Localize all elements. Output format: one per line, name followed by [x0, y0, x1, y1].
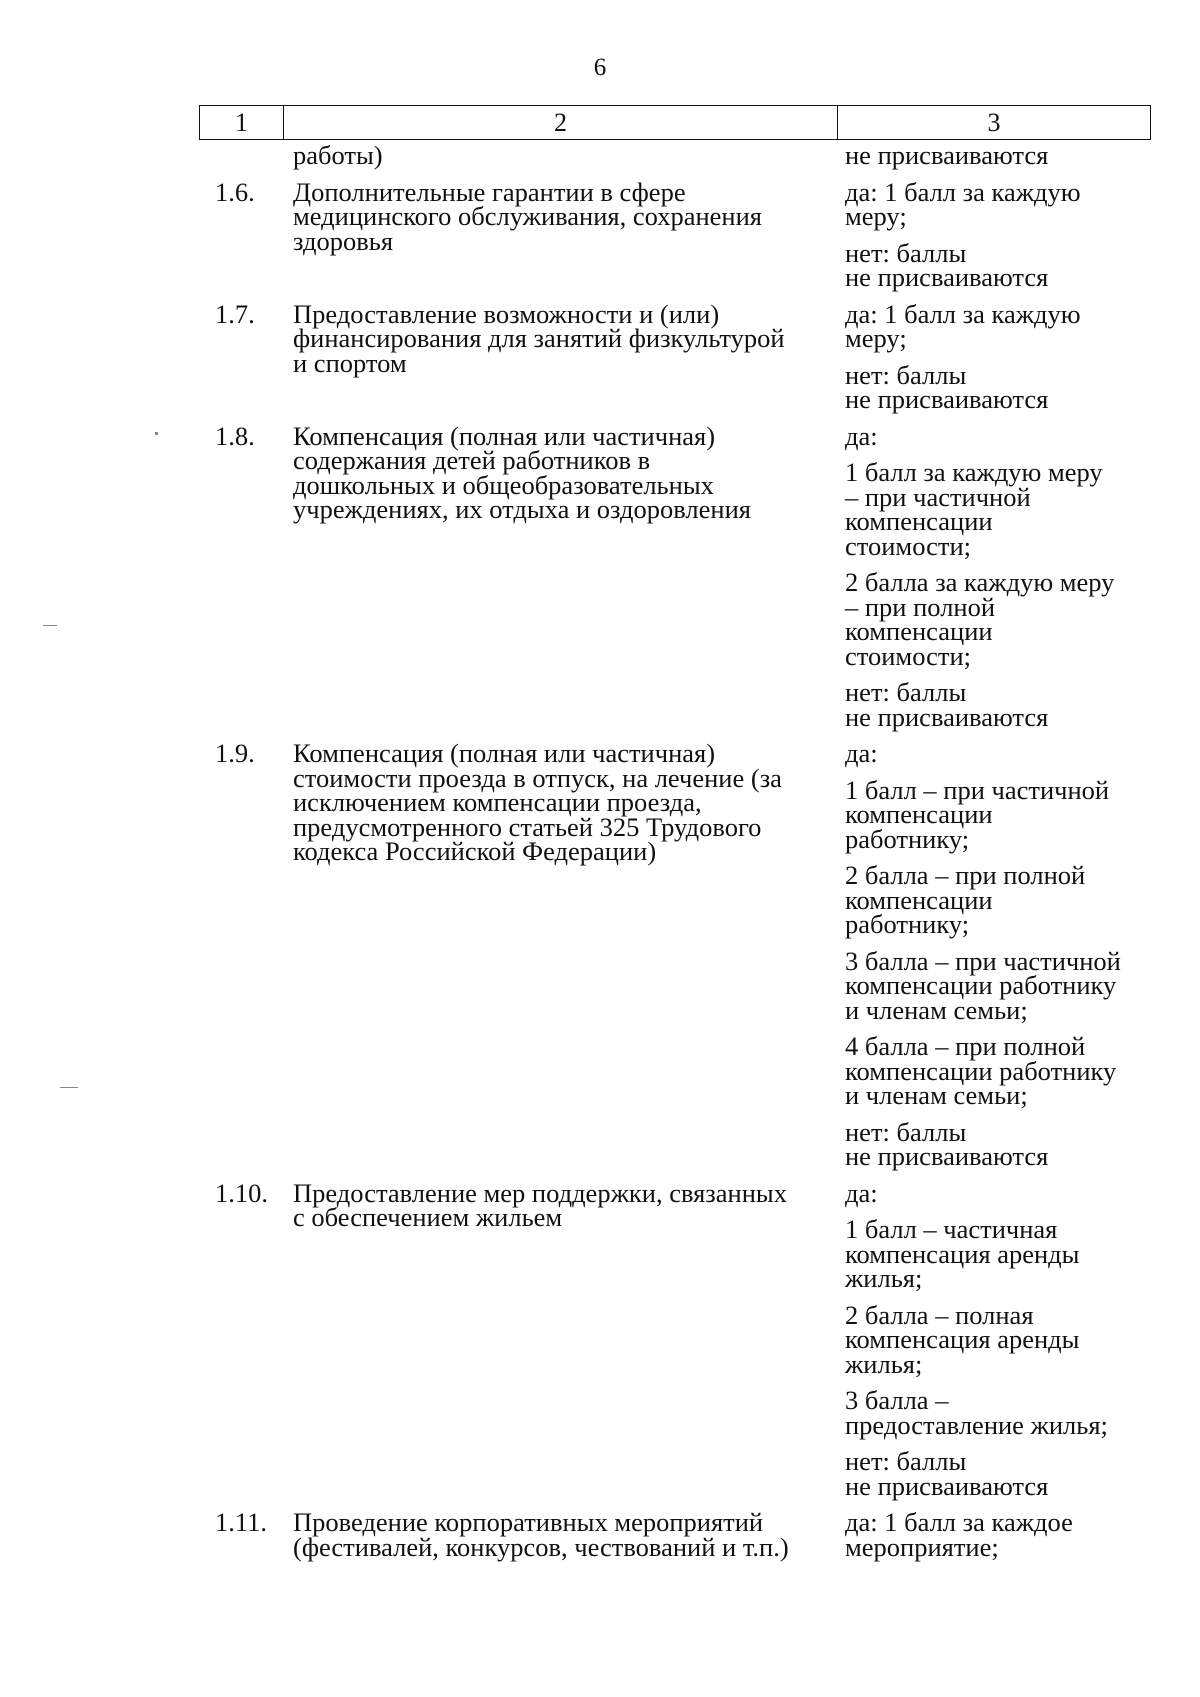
score-paragraph — [845, 738, 1145, 768]
criterion-line: содержания детей работников в — [293, 445, 651, 475]
table-row-continuation — [199, 140, 1159, 170]
score-paragraph — [845, 677, 1145, 732]
score-line: не присваиваются — [845, 140, 1049, 170]
row-score — [845, 140, 1145, 170]
score-line: нет: баллы — [845, 677, 967, 707]
criterion-line: работы) — [293, 140, 383, 170]
score-line: 2 балла – полная — [845, 1299, 1034, 1330]
score-paragraph — [845, 1446, 1145, 1501]
row-criterion — [293, 1177, 845, 1232]
score-line: и членам семьи; — [845, 1080, 1028, 1110]
score-line: не присваиваются — [845, 1470, 1049, 1501]
row-score — [845, 176, 1145, 292]
row-score — [845, 738, 1145, 1171]
scan-mark — [43, 625, 57, 626]
row-criterion — [293, 420, 845, 524]
score-paragraph — [845, 176, 1145, 231]
criterion-line: Предоставление мер поддержки, связанных — [293, 1177, 787, 1208]
score-line: компенсация аренды — [845, 1238, 1080, 1269]
criterion-line: Дополнительные гарантии в сфере — [293, 176, 686, 207]
row-number: 1.6. — [215, 176, 255, 207]
score-line: не присваиваются — [845, 262, 1049, 292]
score-paragraph — [845, 774, 1145, 854]
score-line: и членам семьи; — [845, 994, 1028, 1025]
scan-mark — [60, 1087, 78, 1088]
score-line: 2 балла – при полной — [845, 860, 1086, 890]
criterion-line: исключением компенсации проезда, — [293, 787, 702, 817]
criterion-line: с обеспечением жильем — [293, 1202, 563, 1232]
score-line: мероприятие; — [845, 1531, 999, 1562]
score-line: 4 балла – при полной — [845, 1031, 1086, 1061]
score-line: компенсации — [845, 799, 993, 829]
score-paragraph — [845, 457, 1145, 561]
table-row — [199, 738, 1159, 1171]
score-paragraph — [845, 237, 1145, 292]
score-line: 3 балла – — [845, 1385, 949, 1415]
score-line: да: — [845, 1177, 878, 1208]
score-line: нет: баллы — [845, 237, 967, 268]
score-line: стоимости; — [845, 530, 971, 561]
score-line: компенсации работнику — [845, 970, 1117, 1000]
row-number: 1.7. — [215, 298, 255, 329]
score-line: – при полной — [845, 591, 996, 622]
row-criterion — [293, 140, 845, 170]
score-paragraph — [845, 420, 1145, 451]
score-paragraph — [845, 1177, 1145, 1208]
row-score — [845, 1507, 1145, 1562]
criterion-line: дошкольных и общеобразовательных — [293, 469, 714, 500]
score-line: меру; — [845, 323, 907, 353]
criterion-line: учреждениях, их отдыха и оздоровления — [293, 494, 751, 524]
table-header — [199, 105, 1151, 140]
score-line: да: 1 балл за каждую — [845, 176, 1081, 207]
score-line: компенсация аренды — [845, 1324, 1080, 1354]
score-line: нет: баллы — [845, 1446, 967, 1476]
score-paragraph — [845, 860, 1145, 939]
scan-mark — [155, 432, 158, 435]
header-col-3: 3 — [987, 107, 1001, 137]
criterion-line: Проведение корпоративных мероприятий — [293, 1507, 764, 1537]
score-line: предоставление жилья; — [845, 1409, 1108, 1440]
criterion-line: Компенсация (полная или частичная) — [293, 738, 716, 768]
score-line: 1 балл – при частичной — [845, 774, 1110, 805]
table-row — [199, 298, 1159, 414]
score-paragraph — [845, 140, 1145, 170]
page-number: 6 — [593, 54, 607, 81]
score-line: работнику; — [845, 823, 970, 854]
criterion-line: здоровья — [293, 225, 394, 256]
score-line: компенсации — [845, 506, 993, 536]
criterion-line: Предоставление возможности и (или) — [293, 298, 720, 329]
table-row — [199, 1507, 1159, 1562]
score-line: нет: баллы — [845, 359, 967, 390]
row-criterion — [293, 738, 845, 866]
score-paragraph — [845, 1299, 1145, 1379]
table-row — [199, 1177, 1159, 1501]
score-line: 2 балла за каждую меру — [845, 567, 1115, 597]
row-number: 1.9. — [215, 738, 255, 768]
score-paragraph — [845, 1031, 1145, 1110]
criterion-line: предусмотренного статьей 325 Трудового — [293, 811, 762, 842]
score-line: не присваиваются — [845, 384, 1049, 414]
score-line: жилья; — [845, 1348, 923, 1379]
score-line: да: — [845, 420, 878, 451]
score-line: не присваиваются — [845, 1141, 1049, 1171]
score-line: компенсации — [845, 884, 993, 915]
score-paragraph — [845, 1214, 1145, 1293]
criterion-line: (фестивалей, конкурсов, чествований и т.п.) — [293, 1531, 789, 1562]
criterion-line: кодекса Российской Федерации) — [293, 836, 657, 866]
score-paragraph — [845, 298, 1145, 353]
score-line: 1 балл за каждую меру — [845, 457, 1103, 487]
score-line: 1 балл – частичная — [845, 1214, 1058, 1244]
row-number: 1.10. — [215, 1177, 268, 1208]
score-paragraph — [845, 567, 1145, 671]
score-line: компенсации — [845, 616, 993, 646]
score-line: стоимости; — [845, 640, 971, 671]
row-score — [845, 1177, 1145, 1501]
score-line: – при частичной — [845, 481, 1031, 512]
score-line: да: 1 балл за каждое — [845, 1507, 1073, 1537]
score-line: 3 балла – при частичной — [845, 945, 1121, 976]
criterion-line: Компенсация (полная или частичная) — [293, 420, 716, 451]
criterion-line: и спортом — [293, 347, 407, 378]
row-criterion — [293, 1507, 845, 1562]
header-col-1: 1 — [200, 106, 284, 139]
score-line: меру; — [845, 201, 907, 231]
table-row — [199, 176, 1159, 292]
row-criterion — [293, 176, 845, 256]
score-line: нет: баллы — [845, 1116, 967, 1147]
criterion-line: финансирования для занятий физкультурой — [293, 323, 785, 353]
header-col-2: 2 — [284, 106, 838, 139]
score-line: компенсации работнику — [845, 1055, 1117, 1086]
row-number: 1.8. — [215, 420, 255, 451]
score-line: не присваиваются — [845, 701, 1049, 732]
score-paragraph — [845, 1507, 1145, 1562]
score-line: да: 1 балл за каждую — [845, 298, 1081, 329]
score-line: да: — [845, 738, 878, 768]
score-paragraph — [845, 1385, 1145, 1440]
row-score — [845, 420, 1145, 732]
table-body — [199, 140, 1159, 1562]
score-line: жилья; — [845, 1263, 923, 1293]
row-criterion — [293, 298, 845, 378]
table-row — [199, 420, 1159, 732]
row-number: 1.11. — [215, 1507, 268, 1537]
score-line: работнику; — [845, 909, 970, 939]
row-score — [845, 298, 1145, 414]
score-paragraph — [845, 945, 1145, 1025]
criterion-line: медицинского обслуживания, сохранения — [293, 201, 762, 231]
score-paragraph — [845, 359, 1145, 414]
criterion-line: стоимости проезда в отпуск, на лечение (за — [293, 762, 782, 793]
score-paragraph — [845, 1116, 1145, 1171]
